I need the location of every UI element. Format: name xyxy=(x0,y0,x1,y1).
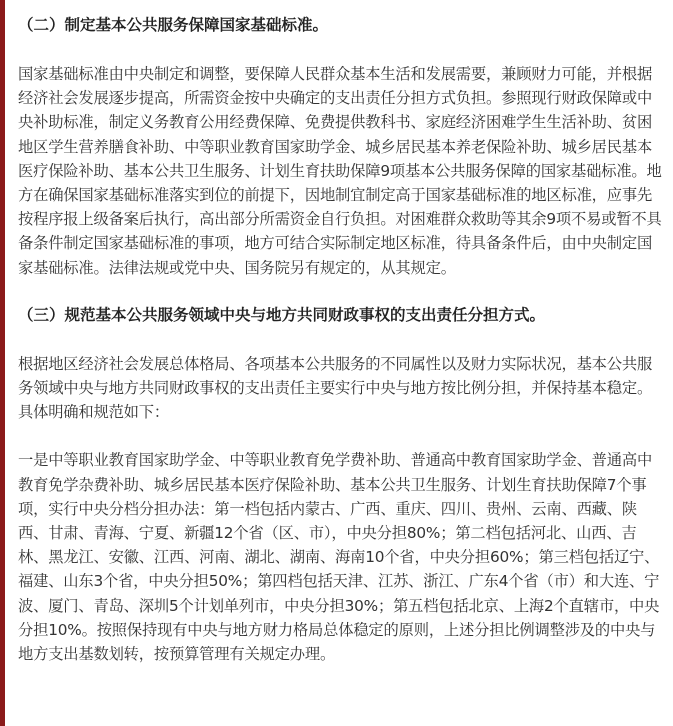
section-heading-2: （二）制定基本公共服务保障国家基础标准。 xyxy=(18,16,329,34)
section-3-paragraph-intro: 根据地区经济社会发展总体格局、各项基本公共服务的不同属性以及财力实际状况，基本公共服务领域中央与地方共同财政事权的支出责任主要实行中央与地方按比例分担，并保持基本稳定。具体明确和规范如下： xyxy=(18,354,653,422)
section-3-paragraph-item-1: 一是中等职业教育国家助学金、中等职业教育免学费补助、普通高中教育国家助学金、普通高中教育免学杂费补助、城乡居民基本医疗保险补助、基本公共卫生服务、计划生育扶助保障7个事项，实行中央分档分担办法：第一档包括内蒙古、广西、重庆、四川、贵州、云南、西藏、陕西、甘肃、青海、宁夏、新疆12个省（区、市），中央分担80%；第二档包括河北、山西、吉林、黑龙江、安徽、江西、河南、湖北、湖南、海南10个省，中央分担60%；第三档包括辽宁、福建、山东3个省，中央分担50%；第四档包括天津、江苏、浙江、广东4个省（市）和大连、宁波、厦门、青岛、深圳5个计划单列市，中央分担30%；第五档包括北京、上海2个直辖市，中央分担10%。按照保持现有中央与地方财力格局总体稳定的原则，上述分担比例调整涉及的中央与地方支出基数划转，按预算管理有关规定办理。 xyxy=(18,451,660,664)
article-body xyxy=(18,0,666,666)
section-heading-3: （三）规范基本公共服务领域中央与地方共同财政事权的支出责任分担方式。 xyxy=(18,305,546,324)
left-accent-bar xyxy=(0,0,5,726)
section-2-paragraph: 国家基础标准由中央制定和调整，要保障人民群众基本生活和发展需要，兼顾财力可能，并根据经济社会发展逐步提高，所需资金按中央确定的支出责任分担方式负担。参照现行财政保障或中央补助标准，制定义务教育公用经费保障、免费提供教科书、家庭经济困难学生生活补助、贫困地区学生营养膳食补助、中等职业教育国家助学金、城乡居民基本养老保险补助、城乡居民基本医疗保险补助、基本公共卫生服务、计划生育扶助保障9项基本公共服务保障的国家基础标准。地方在确保国家基础标准落实到位的前提下，因地制宜制定高于国家基础标准的地区标准，应事先按程序报上级备案后执行，高出部分所需资金自行负担。对困难群众救助等其余9项不易或暂不具备条件制定国家基础标准的事项，地方可结合实际制定地区标准，待具备条件后，由中央制定国家基础标准。法律法规或党中央、国务院另有规定的，从其规定。 xyxy=(18,65,662,277)
